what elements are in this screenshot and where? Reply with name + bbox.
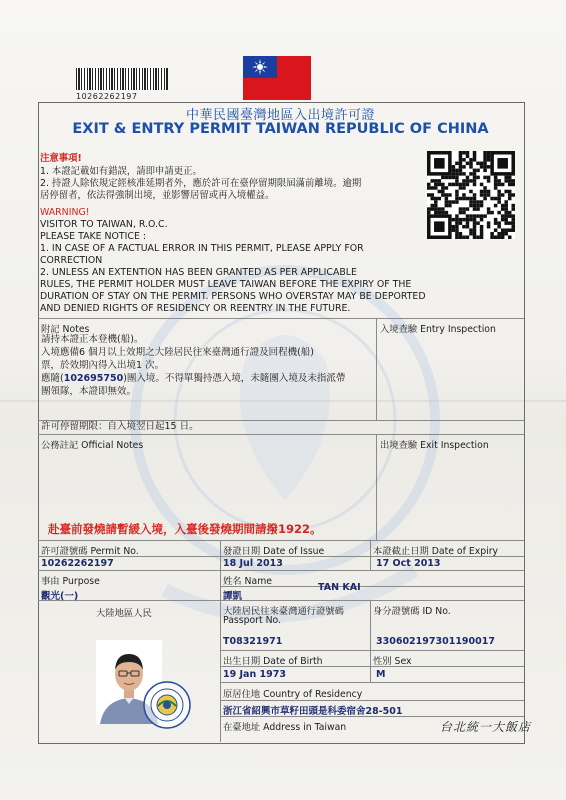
official-seal-icon bbox=[142, 680, 192, 730]
divider bbox=[370, 540, 371, 570]
residency-label: 原居住地 Country of Residency bbox=[223, 689, 363, 700]
category-label: 大陸地區人民 bbox=[96, 608, 152, 619]
notice-en-visitor: VISITOR TO TAIWAN, R.O.C. bbox=[40, 219, 168, 230]
purpose-label: 事由 Purpose bbox=[41, 576, 100, 587]
notes-line4-pre: 應隨( bbox=[41, 373, 64, 384]
notice-zh-line3: 居停留者，依法得強制出境，並影響居留或再入境權益。 bbox=[40, 190, 275, 201]
roc-flag-icon bbox=[243, 56, 311, 100]
warning-heading: WARNING! bbox=[40, 207, 90, 218]
notice-en-l2a: 2. UNLESS AN EXTENTION HAS BEEN GRANTED AS PER APPLICABLE bbox=[40, 267, 357, 278]
notice-zh-line2: 2. 持證人除依規定經核准延期者外，應於許可在臺停留期限屆滿前離境。逾期 bbox=[40, 178, 362, 189]
notes-line4 bbox=[41, 373, 345, 386]
notes-line1: 請持本證正本登機(船)。 bbox=[41, 334, 144, 345]
name-en-value: TAN KAI bbox=[318, 582, 361, 593]
sex-value: M bbox=[376, 669, 386, 680]
address-handwritten: 台北統一大飯店 bbox=[440, 720, 532, 734]
notice-en-l2c: DURATION OF STAY ON THE PERMIT. PERSONS WHO OVERSTAY MAY BE DEPORTED bbox=[40, 291, 426, 302]
purpose-value: 觀光(一) bbox=[41, 591, 79, 602]
notes-label: 附記 Notes bbox=[41, 324, 90, 335]
notes-line4-post: )團入境。不得單獨持憑入境，未隨團入境及未指派帶 bbox=[123, 373, 346, 384]
barcode-number: 10262262197 bbox=[76, 92, 138, 101]
divider bbox=[38, 600, 524, 601]
notes-line5: 團領隊，本證即無效。 bbox=[41, 386, 137, 397]
id-value: 330602197301190017 bbox=[376, 636, 495, 647]
sex-label: 性別 Sex bbox=[373, 656, 412, 667]
expiry-value: 17 Oct 2013 bbox=[376, 558, 441, 569]
expiry-label: 本證截止日期 Date of Expiry bbox=[373, 546, 499, 557]
dob-value: 19 Jan 1973 bbox=[223, 669, 286, 680]
permit-no-label: 許可證號碼 Permit No. bbox=[41, 546, 139, 557]
name-label: 姓名 Name bbox=[223, 576, 272, 587]
notes-line3: 票，於效期內得入出境1 次。 bbox=[41, 360, 165, 371]
divider bbox=[376, 318, 377, 420]
divider bbox=[38, 434, 524, 435]
notice-en-please: PLEASE TAKE NOTICE : bbox=[40, 231, 147, 242]
exit-inspection-label: 出境查驗 Exit Inspection bbox=[380, 440, 489, 451]
date-issue-value: 18 Jul 2013 bbox=[223, 558, 283, 569]
group-number: 102695750 bbox=[63, 373, 124, 384]
name-zh-value: 譚凱 bbox=[223, 591, 243, 602]
title-english: EXIT & ENTRY PERMIT TAIWAN REPUBLIC OF CHINA bbox=[72, 121, 489, 137]
passport-value: T08321971 bbox=[223, 636, 283, 647]
residency-value: 浙江省紹興市草籽田頭是科委宿舍28-501 bbox=[223, 706, 403, 717]
divider bbox=[370, 600, 371, 682]
divider bbox=[220, 650, 524, 651]
address-label: 在臺地址 Address in Taiwan bbox=[223, 722, 347, 733]
notice-zh-line1: 1. 本證記載如有錯誤，請即申請更正。 bbox=[40, 166, 202, 177]
notice-en-l1b: CORRECTION bbox=[40, 255, 103, 266]
dob-label: 出生日期 Date of Birth bbox=[223, 656, 323, 667]
official-notes-label: 公務註記 Official Notes bbox=[41, 440, 144, 451]
notice-heading: 注意事項! bbox=[40, 153, 82, 164]
notice-en-l2b: RULES, THE PERMIT HOLDER MUST LEAVE TAIWAN BEFORE THE EXPIRY OF THE bbox=[40, 279, 412, 290]
notice-en-l2d: AND DENIED RIGHTS OF RESIDENCY OR REENTRY IN THE FUTURE. bbox=[40, 303, 351, 314]
date-issue-label: 發證日期 Date of Issue bbox=[223, 546, 325, 557]
divider bbox=[38, 540, 524, 541]
divider bbox=[38, 318, 524, 319]
qr-code bbox=[427, 151, 515, 239]
fever-warning: 赴臺前發燒請暫緩入境，入臺後發燒期間請撥1922。 bbox=[48, 522, 322, 536]
barcode bbox=[76, 68, 168, 90]
passport-label-zh: 大陸居民往來臺灣通行證號碼 bbox=[223, 606, 344, 617]
divider bbox=[220, 700, 524, 701]
notes-line2: 入境應備6 個月以上效期之大陸居民往來臺灣通行證及回程機(船) bbox=[41, 347, 314, 358]
stay-limit: 許可停留期限：自入境翌日起15 日。 bbox=[41, 421, 199, 432]
entry-inspection-label: 入境查驗 Entry Inspection bbox=[380, 324, 496, 335]
permit-no-value: 10262262197 bbox=[41, 558, 114, 569]
divider bbox=[38, 570, 524, 571]
passport-label-en: Passport No. bbox=[223, 615, 282, 626]
divider bbox=[220, 540, 221, 742]
notice-en-l1a: 1. IN CASE OF A FACTUAL ERROR IN THIS PERMIT, PLEASE APPLY FOR bbox=[40, 243, 364, 254]
divider bbox=[220, 682, 524, 683]
divider bbox=[376, 434, 377, 540]
id-label: 身分證號碼 ID No. bbox=[373, 606, 451, 617]
title-chinese: 中華民國臺灣地區入出境許可證 bbox=[185, 108, 375, 123]
